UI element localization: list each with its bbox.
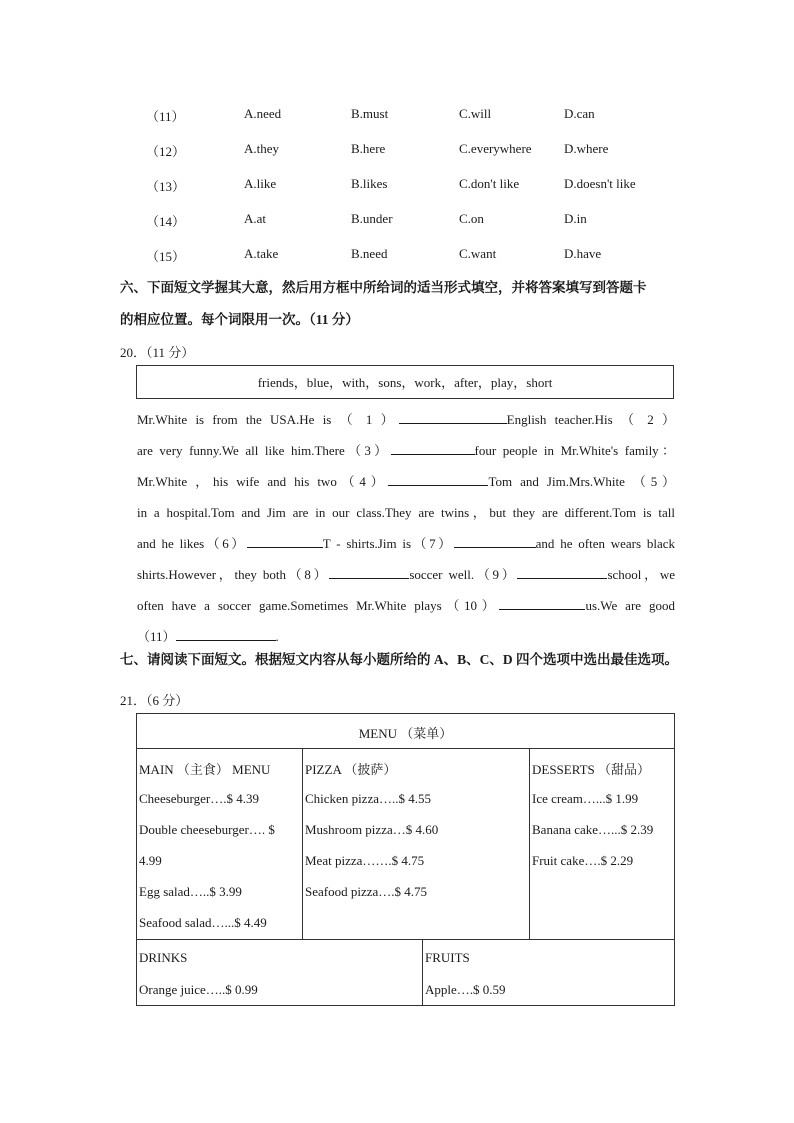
blank-10[interactable] (499, 597, 585, 610)
option-b: B.must (351, 106, 389, 121)
question-number: （12） (146, 144, 186, 159)
drinks-header: DRINKS (139, 950, 188, 965)
blank-3[interactable] (391, 442, 475, 455)
option-d: D.have (564, 246, 602, 261)
question-number: （14） (146, 214, 186, 229)
passage-text: and he often wears black (535, 536, 675, 551)
menu-item: Orange juice…..$ 0.99 (139, 982, 258, 997)
menu-item: Ice cream…...$ 1.99 (532, 791, 639, 806)
table-rule (529, 748, 530, 939)
table-rule (137, 748, 674, 749)
menu-item: Fruit cake….$ 2.29 (532, 853, 634, 868)
option-c: C.don't like (459, 176, 520, 191)
menu-item: Seafood pizza….$ 4.75 (305, 884, 428, 899)
passage-line (137, 533, 675, 553)
passage-text: in a hospital.Tom and Jim are in our class.They are twins，but they are different.Tom is tall (137, 505, 675, 520)
option-c: C.will (459, 106, 492, 121)
main-header: MAIN （主食） MENU (139, 762, 271, 777)
passage-text: English teacher.His （ 2 ） (506, 412, 675, 427)
option-d: D.where (564, 141, 609, 156)
option-a: A.need (244, 106, 282, 121)
option-a: A.they (244, 141, 280, 156)
menu-title: MENU （菜单） (358, 726, 453, 741)
option-b: B.under (351, 211, 393, 226)
blank-4[interactable] (388, 473, 488, 486)
blank-8[interactable] (329, 566, 409, 579)
blank-9[interactable] (517, 566, 607, 579)
passage-line (137, 440, 675, 460)
option-c: C.everywhere (459, 141, 532, 156)
section-6-heading (120, 272, 680, 336)
passage-text: Mr.White is from the USA.He is （ 1 ） (137, 412, 399, 427)
passage-line (137, 564, 675, 584)
section-7-heading: 七、请阅读下面短文。根据短文内容从每小题所给的 A、B、C、D 四个选项中选出最佳选项。 (120, 652, 679, 667)
passage-text: are very funny.We all like him.There（3） (137, 443, 391, 458)
table-rule (302, 748, 303, 939)
passage-line (137, 502, 675, 522)
question-20-label: 20．（11 分） (120, 345, 195, 360)
menu-item: Chicken pizza…..$ 4.55 (305, 791, 431, 806)
option-b: B.likes (351, 176, 388, 191)
question-number: （15） (146, 249, 186, 264)
fruits-header: FRUITS (425, 950, 470, 965)
passage-text: （11） (137, 629, 176, 644)
menu-item: Double cheeseburger…. $ (139, 822, 275, 837)
option-row (0, 211, 794, 231)
option-c: C.on (459, 211, 484, 226)
option-d: D.doesn't like (564, 176, 636, 191)
menu-item: Mushroom pizza…$ 4.60 (305, 822, 439, 837)
pizza-header: PIZZA （披萨） (305, 762, 397, 777)
section-6-heading-line1: 六、下面短文学握其大意，然后用方框中所给词的适当形式填空，并将答案填写到答题卡 (120, 280, 647, 295)
word-bank-text: friends，blue，with，sons，work，after，play，short (257, 375, 553, 390)
passage-line (137, 595, 675, 615)
passage-line (137, 626, 675, 646)
passage-text: . (275, 629, 279, 644)
option-d: D.in (564, 211, 587, 226)
blank-7[interactable] (454, 535, 536, 548)
option-a: A.at (244, 211, 267, 226)
passage-line (137, 471, 675, 491)
option-row (0, 246, 794, 266)
table-rule (137, 939, 674, 940)
section-6-heading-line2: 的相应位置。每个词限用一次。（11 分） (120, 312, 359, 327)
question-21-label: 21．（6 分） (120, 693, 189, 708)
passage-text: Tom and Jim.Mrs.White （5） (488, 474, 675, 489)
passage-text: often have a soccer game.Sometimes Mr.White plays（10） (137, 598, 500, 613)
menu-item: Seafood salad…...$ 4.49 (139, 915, 267, 930)
option-d: D.can (564, 106, 595, 121)
question-number: （13） (146, 179, 186, 194)
menu-item: Banana cake…...$ 2.39 (532, 822, 654, 837)
menu-item: Apple….$ 0.59 (425, 982, 506, 997)
menu-item: Meat pizza…….$ 4.75 (305, 853, 425, 868)
blank-1[interactable] (399, 411, 507, 424)
option-c: C.want (459, 246, 497, 261)
passage-text: soccer well.（9） (409, 567, 518, 582)
blank-6[interactable] (247, 535, 323, 548)
table-rule (422, 939, 423, 1005)
menu-table (136, 713, 675, 1006)
option-a: A.take (244, 246, 279, 261)
desserts-header: DESSERTS （甜品） (532, 762, 651, 777)
option-b: B.here (351, 141, 386, 156)
option-row (0, 106, 794, 126)
passage-text: us.We are good (585, 598, 675, 613)
menu-item: Egg salad…..$ 3.99 (139, 884, 242, 899)
passage-text: school，we (607, 567, 675, 582)
option-row (0, 141, 794, 161)
passage-text: four people in Mr.White's family： (474, 443, 675, 458)
option-b: B.need (351, 246, 388, 261)
passage-text: T - shirts.Jim is（7） (322, 536, 454, 551)
word-bank-box (136, 365, 674, 399)
question-number: （11） (146, 109, 185, 124)
option-a: A.like (244, 176, 277, 191)
passage-text: and he likes（6） (137, 536, 247, 551)
passage-text: Mr.White ，his wife and his two（4） (137, 474, 389, 489)
blank-11[interactable] (176, 628, 276, 641)
option-row (0, 176, 794, 196)
menu-item: 4.99 (139, 853, 162, 868)
menu-item: Cheeseburger….$ 4.39 (139, 791, 259, 806)
passage-text: shirts.However，they both（8） (137, 567, 330, 582)
passage-line (137, 409, 675, 429)
